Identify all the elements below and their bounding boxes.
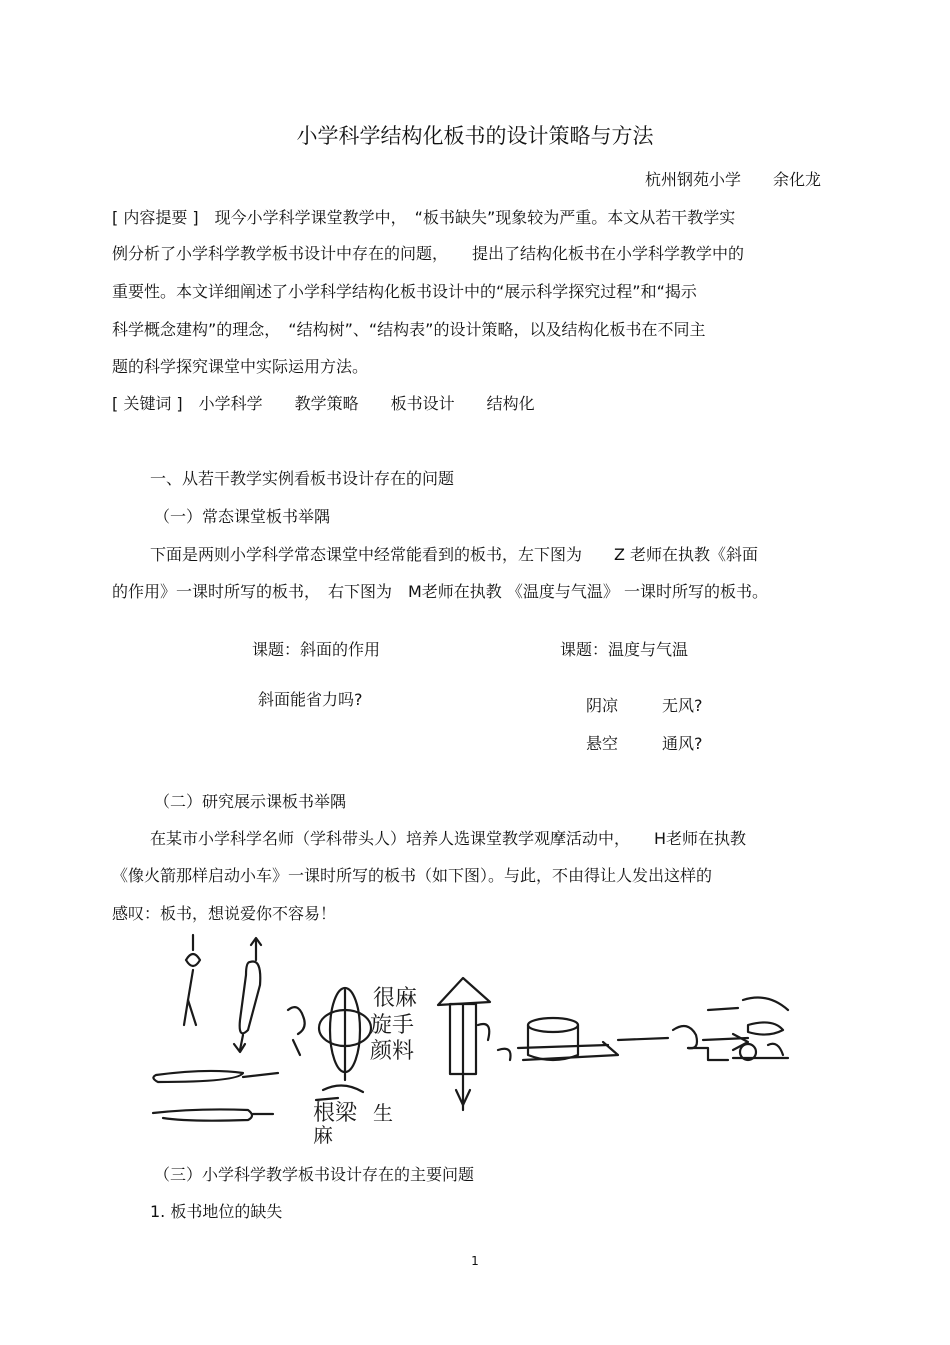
abstract-line: 题的科学探究课堂中实际运用方法。 (112, 357, 369, 376)
sketch-stroke (688, 1048, 728, 1060)
sketch-stroke (153, 1071, 243, 1082)
list-item: 1. 板书地位的缺失 (150, 1202, 283, 1221)
document-title: 小学科学结构化板书的设计策略与方法 (296, 124, 654, 148)
sketch-handwriting: 根梁 (313, 1101, 358, 1126)
board-cell: 悬空 (586, 734, 619, 753)
sketch-stroke (478, 1024, 489, 1040)
author-line: 杭州钢苑小学 余化龙 (645, 170, 822, 189)
keywords: [ 关键词 ] 小学科学 教学策略 板书设计 结构化 (112, 394, 535, 413)
sketch-stroke (316, 1098, 338, 1100)
sketch-stroke (184, 970, 193, 1025)
board-topic: 课题：斜面的作用 (252, 640, 381, 659)
paragraph-line: 《像火箭那样启动小车》一课时所写的板书（如下图）。与此，不由得让人发出这样的 (112, 866, 713, 885)
sketch-stroke (240, 961, 261, 1033)
sketch-handwriting: 旋手 (370, 1013, 415, 1038)
sketch-stroke (708, 1008, 738, 1010)
board-question: 斜面能省力吗? (258, 690, 363, 709)
sketch-stroke (323, 1085, 363, 1092)
sketch-stroke (188, 1000, 196, 1025)
paragraph-line: 下面是两则小学科学常态课堂中经常能看到的板书，左下图为 Z 老师在执教《斜面 (150, 545, 759, 564)
paragraph-line: 在某市小学科学名师（学科带头人）培养人选课堂教学观摩活动中， H老师在执教 (150, 829, 747, 848)
sketch-handwriting: 很麻 (373, 986, 418, 1011)
sketch-stroke (743, 998, 788, 1010)
board-topic: 课题：温度与气温 (560, 640, 689, 659)
sketch-stroke (186, 954, 200, 966)
sketch-handwriting: 颜料 (370, 1039, 415, 1064)
sketch-stroke (438, 978, 490, 1005)
sketch-handwriting: 麻 (313, 1123, 333, 1145)
abstract-line: [ 内容提要 ] 现今小学科学课堂教学中， “板书缺失”现象较为严重。本文从若干教学实 (112, 208, 736, 227)
sketch-stroke (528, 1018, 578, 1032)
paragraph-line: 感叹：板书，想说爱你不容易！ (112, 904, 337, 923)
subsection-heading: （一）常态课堂板书举隅 (154, 507, 331, 526)
sketch-stroke (293, 1040, 300, 1055)
board-cell: 无风? (662, 696, 703, 715)
sketch-stroke (153, 1109, 252, 1120)
sketch-stroke (498, 1049, 511, 1060)
sketch-stroke (618, 1038, 668, 1040)
abstract-line: 例分析了小学科学教学板书设计中存在的问题， 提出了结构化板书在小学科学教学中的 (112, 244, 745, 263)
subsection-heading: （二）研究展示课板书举隅 (154, 792, 347, 811)
paragraph-line: 的作用》一课时所写的板书， 右下图为 M老师在执教 《温度与气温》 一课时所写的板书。 (112, 582, 768, 601)
blackboard-sketch-image (148, 930, 798, 1145)
section-heading: 一、从若干教学实例看板书设计存在的问题 (150, 469, 455, 488)
board-cell: 通风? (662, 734, 703, 753)
sketch-stroke (243, 1073, 278, 1077)
subsection-heading: （三）小学科学教学板书设计存在的主要问题 (154, 1165, 475, 1184)
page-number: 1 (471, 1254, 479, 1268)
sketch-stroke (673, 1026, 697, 1048)
sketch-stroke (768, 1044, 783, 1055)
sketch-handwriting: 生 (373, 1101, 393, 1125)
abstract-line: 重要性。本文详细阐述了小学科学结构化板书设计中的“展示科学探究过程”和“揭示 (112, 282, 697, 301)
sketch-stroke (748, 1022, 783, 1034)
sketch-stroke (518, 1045, 608, 1048)
board-cell: 阴凉 (586, 696, 619, 715)
sketch-stroke (288, 1007, 305, 1034)
abstract-line: 科学概念建构”的理念， “结构树”、“结构表”的设计策略，以及结构化板书在不同主 (112, 320, 706, 339)
